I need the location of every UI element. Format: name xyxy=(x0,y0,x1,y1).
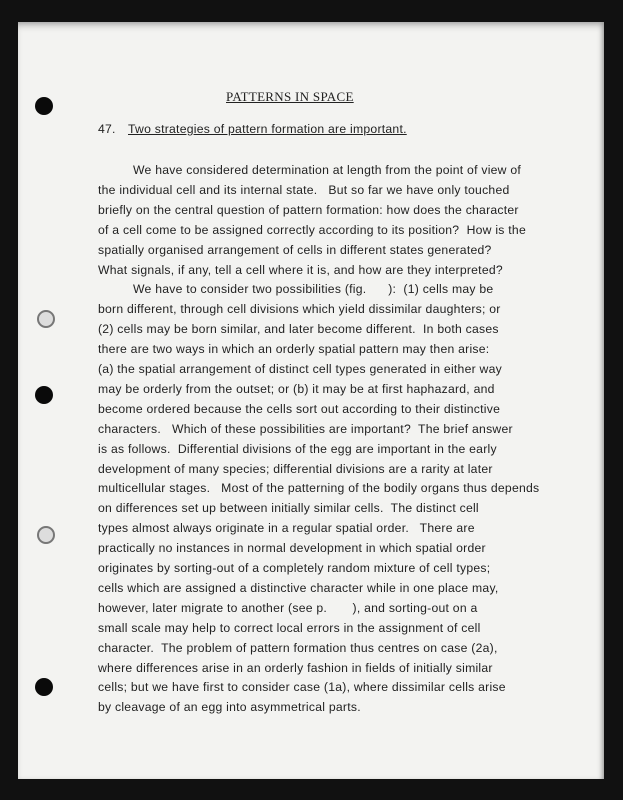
text-line: born different, through cell divisions which yield dissimilar daughters; or xyxy=(98,302,501,317)
text-line: the individual cell and its internal state. But so far we have only touched xyxy=(98,182,510,197)
text-line: small scale may help to correct local errors in the assignment of cell xyxy=(98,620,481,635)
punch-hole xyxy=(35,97,53,115)
text-line: become ordered because the cells sort out according to their distinctive xyxy=(98,401,501,416)
text-line: We have considered determination at length from the point of view of xyxy=(133,163,522,177)
punch-hole-ring xyxy=(37,310,55,328)
section-title: Two strategies of pattern formation are important. xyxy=(128,122,407,136)
text-line: on differences set up between initially similar cells. The distinct cell xyxy=(98,501,479,516)
text-line: What signals, if any, tell a cell where it is, and how are they interpreted? xyxy=(98,262,503,277)
punch-hole xyxy=(35,678,53,696)
page-title: PATTERNS IN SPACE xyxy=(226,89,354,104)
text-line: where differences arise in an orderly fashion in fields of initially similar xyxy=(98,660,493,675)
text-line: there are two ways in which an orderly spatial pattern may then arise: xyxy=(98,342,490,357)
text-line: by cleavage of an egg into asymmetrical parts. xyxy=(98,700,361,715)
text-line: characters. Which of these possibilities are important? The brief answer xyxy=(98,421,513,436)
text-line: multicellular stages. Most of the patterning of the bodily organs thus depends xyxy=(98,481,540,496)
text-line: may be orderly from the outset; or (b) it may be at first haphazard, and xyxy=(98,381,495,396)
text-line: originates by sorting-out of a completely random mixture of cell types; xyxy=(98,561,491,575)
text-line: (a) the spatial arrangement of distinct cell types generated in either way xyxy=(98,362,502,376)
text-line: types almost always originate in a regular spatial order. There are xyxy=(98,521,475,536)
text-line: practically no instances in normal development in which spatial order xyxy=(98,541,486,556)
punch-hole xyxy=(35,386,53,404)
text-line: (2) cells may be born similar, and later become different. In both cases xyxy=(98,322,499,337)
text-line: is as follows. Differential divisions of the egg are important in the early xyxy=(98,441,497,456)
punch-hole-ring xyxy=(37,526,55,544)
text-line: development of many species; differential divisions are a rarity at later xyxy=(98,461,493,476)
text-line: We have to consider two possibilities (fig. ): (1) cells may be xyxy=(133,282,494,297)
text-line: however, later migrate to another (see p. ), and sorting-out on a xyxy=(98,600,478,615)
text-line: cells; but we have first to consider case (1a), where dissimilar cells arise xyxy=(98,680,506,695)
text-line: briefly on the central question of pattern formation: how does the character xyxy=(98,202,519,217)
text-line: of a cell come to be assigned correctly according to its position? How is the xyxy=(98,222,526,237)
text-line: cells which are assigned a distinctive character while in one place may, xyxy=(98,580,499,595)
text-line: spatially organised arrangement of cells in different states generated? xyxy=(98,242,492,257)
text-line: character. The problem of pattern formation thus centres on case (2a), xyxy=(98,640,498,655)
section-number: 47. xyxy=(98,122,116,136)
